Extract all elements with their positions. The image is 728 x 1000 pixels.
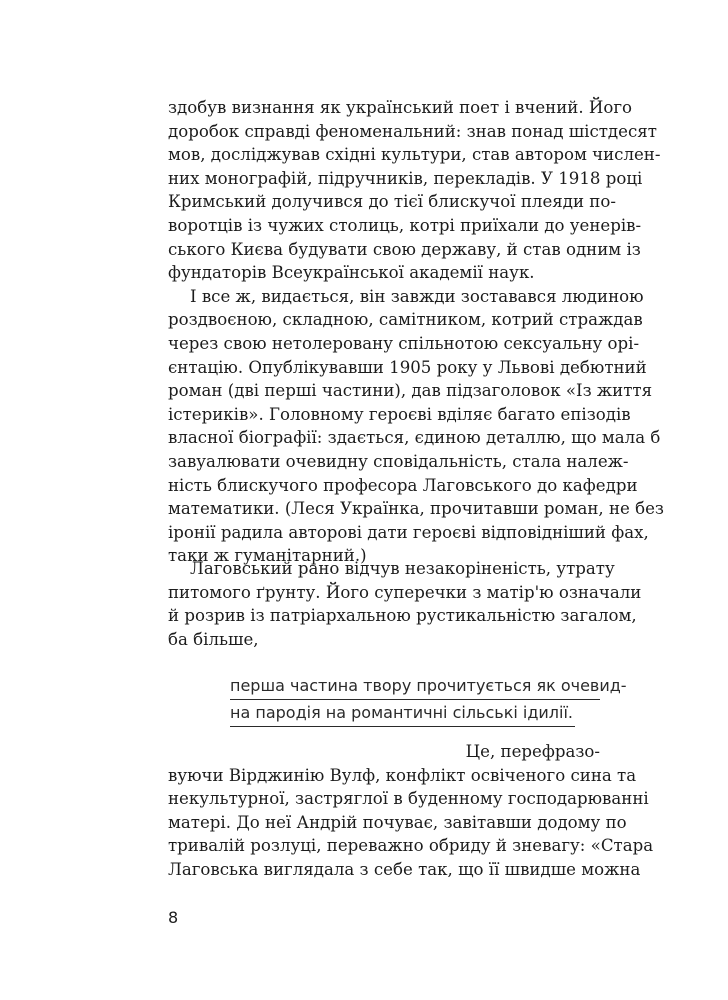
paragraph-1 [168,96,664,568]
text-line: роман (дві перші частини), дав підзаголовок «Із життя [168,381,653,401]
text-line: здобув визнання як український поет і вчений. Його [168,98,633,117]
text-line: Лаговський рано відчув незакоріненість, утрату [190,559,615,578]
text-line: іронії радила авторові дати героєві відповідніший фах, [168,522,649,542]
text-line: фундаторів Всеукраїнської академії наук. [168,263,535,283]
text-line: Лаговська виглядала з себе так, що її швидше можна [168,859,641,879]
text-line: ність блискучого професора Лаговського до кафедри [168,475,638,495]
text-line: ського Києва будувати свою державу, й став одним із [168,239,641,259]
text-line: ба більше, [168,629,259,649]
text-line: питомого ґрунту. Його суперечки з матір'ю означали [168,582,642,602]
paragraph-4 [168,740,654,882]
paragraph-3 [168,557,642,651]
text-line: завуалювати очевидну сповідальність, стала належ- [168,451,629,471]
text-line: Кримський долучився до тієї блискучої плеяди по- [168,192,616,212]
text-line: таки ж гуманітарний.) [168,546,367,566]
text-line: й розрив із патріархальною рустикальністю загалом, [168,606,637,626]
text-line: І все ж, видається, він завжди зоставався людиною [190,286,644,306]
pull-quote-line: на пародія на романтичні сільські ідилії. [230,700,575,727]
text-line: вуючи Вірджинію Вулф, конфлікт освіченого сина та [168,765,637,785]
text-line: власної біографії: здається, єдиною деталлю, що мала б [168,428,661,448]
text-line: доробок справді феноменальний: знав понад шістдесят [168,121,657,141]
text-line: Це, перефразо- [465,742,600,761]
text-line: тривалій розлуці, переважно обриду й зневагу: «Стара [168,836,654,856]
page-number: 8 [168,908,179,927]
text-line: матері. До неї Андрій почуває, завітавши додому по [168,812,627,832]
text-line: істериків». Головному героєві вділяє багато епізодів [168,404,631,424]
text-line: математики. (Леся Українка, прочитавши роман, не без [168,499,664,519]
text-line: роздвоєною, складною, самітником, котрий страждав [168,310,643,330]
pull-quote [230,673,627,727]
text-line: некультурної, застряглої в буденному господарюванні [168,789,649,809]
text-line: єнтацію. Опублікувавши 1905 року у Львові дебютний [168,357,647,377]
text-line: мов, досліджував східні культури, став автором числен- [168,145,661,165]
text-line: через свою нетолеровану спільнотою сексуальну орі- [168,333,640,353]
text-line: воротців із чужих столиць, котрі приїхали до уенерів- [168,215,642,235]
text-line: них монографій, підручників, перекладів. У 1918 році [168,168,643,188]
pull-quote-line: перша частина твору прочитується як очевид- [230,673,600,700]
